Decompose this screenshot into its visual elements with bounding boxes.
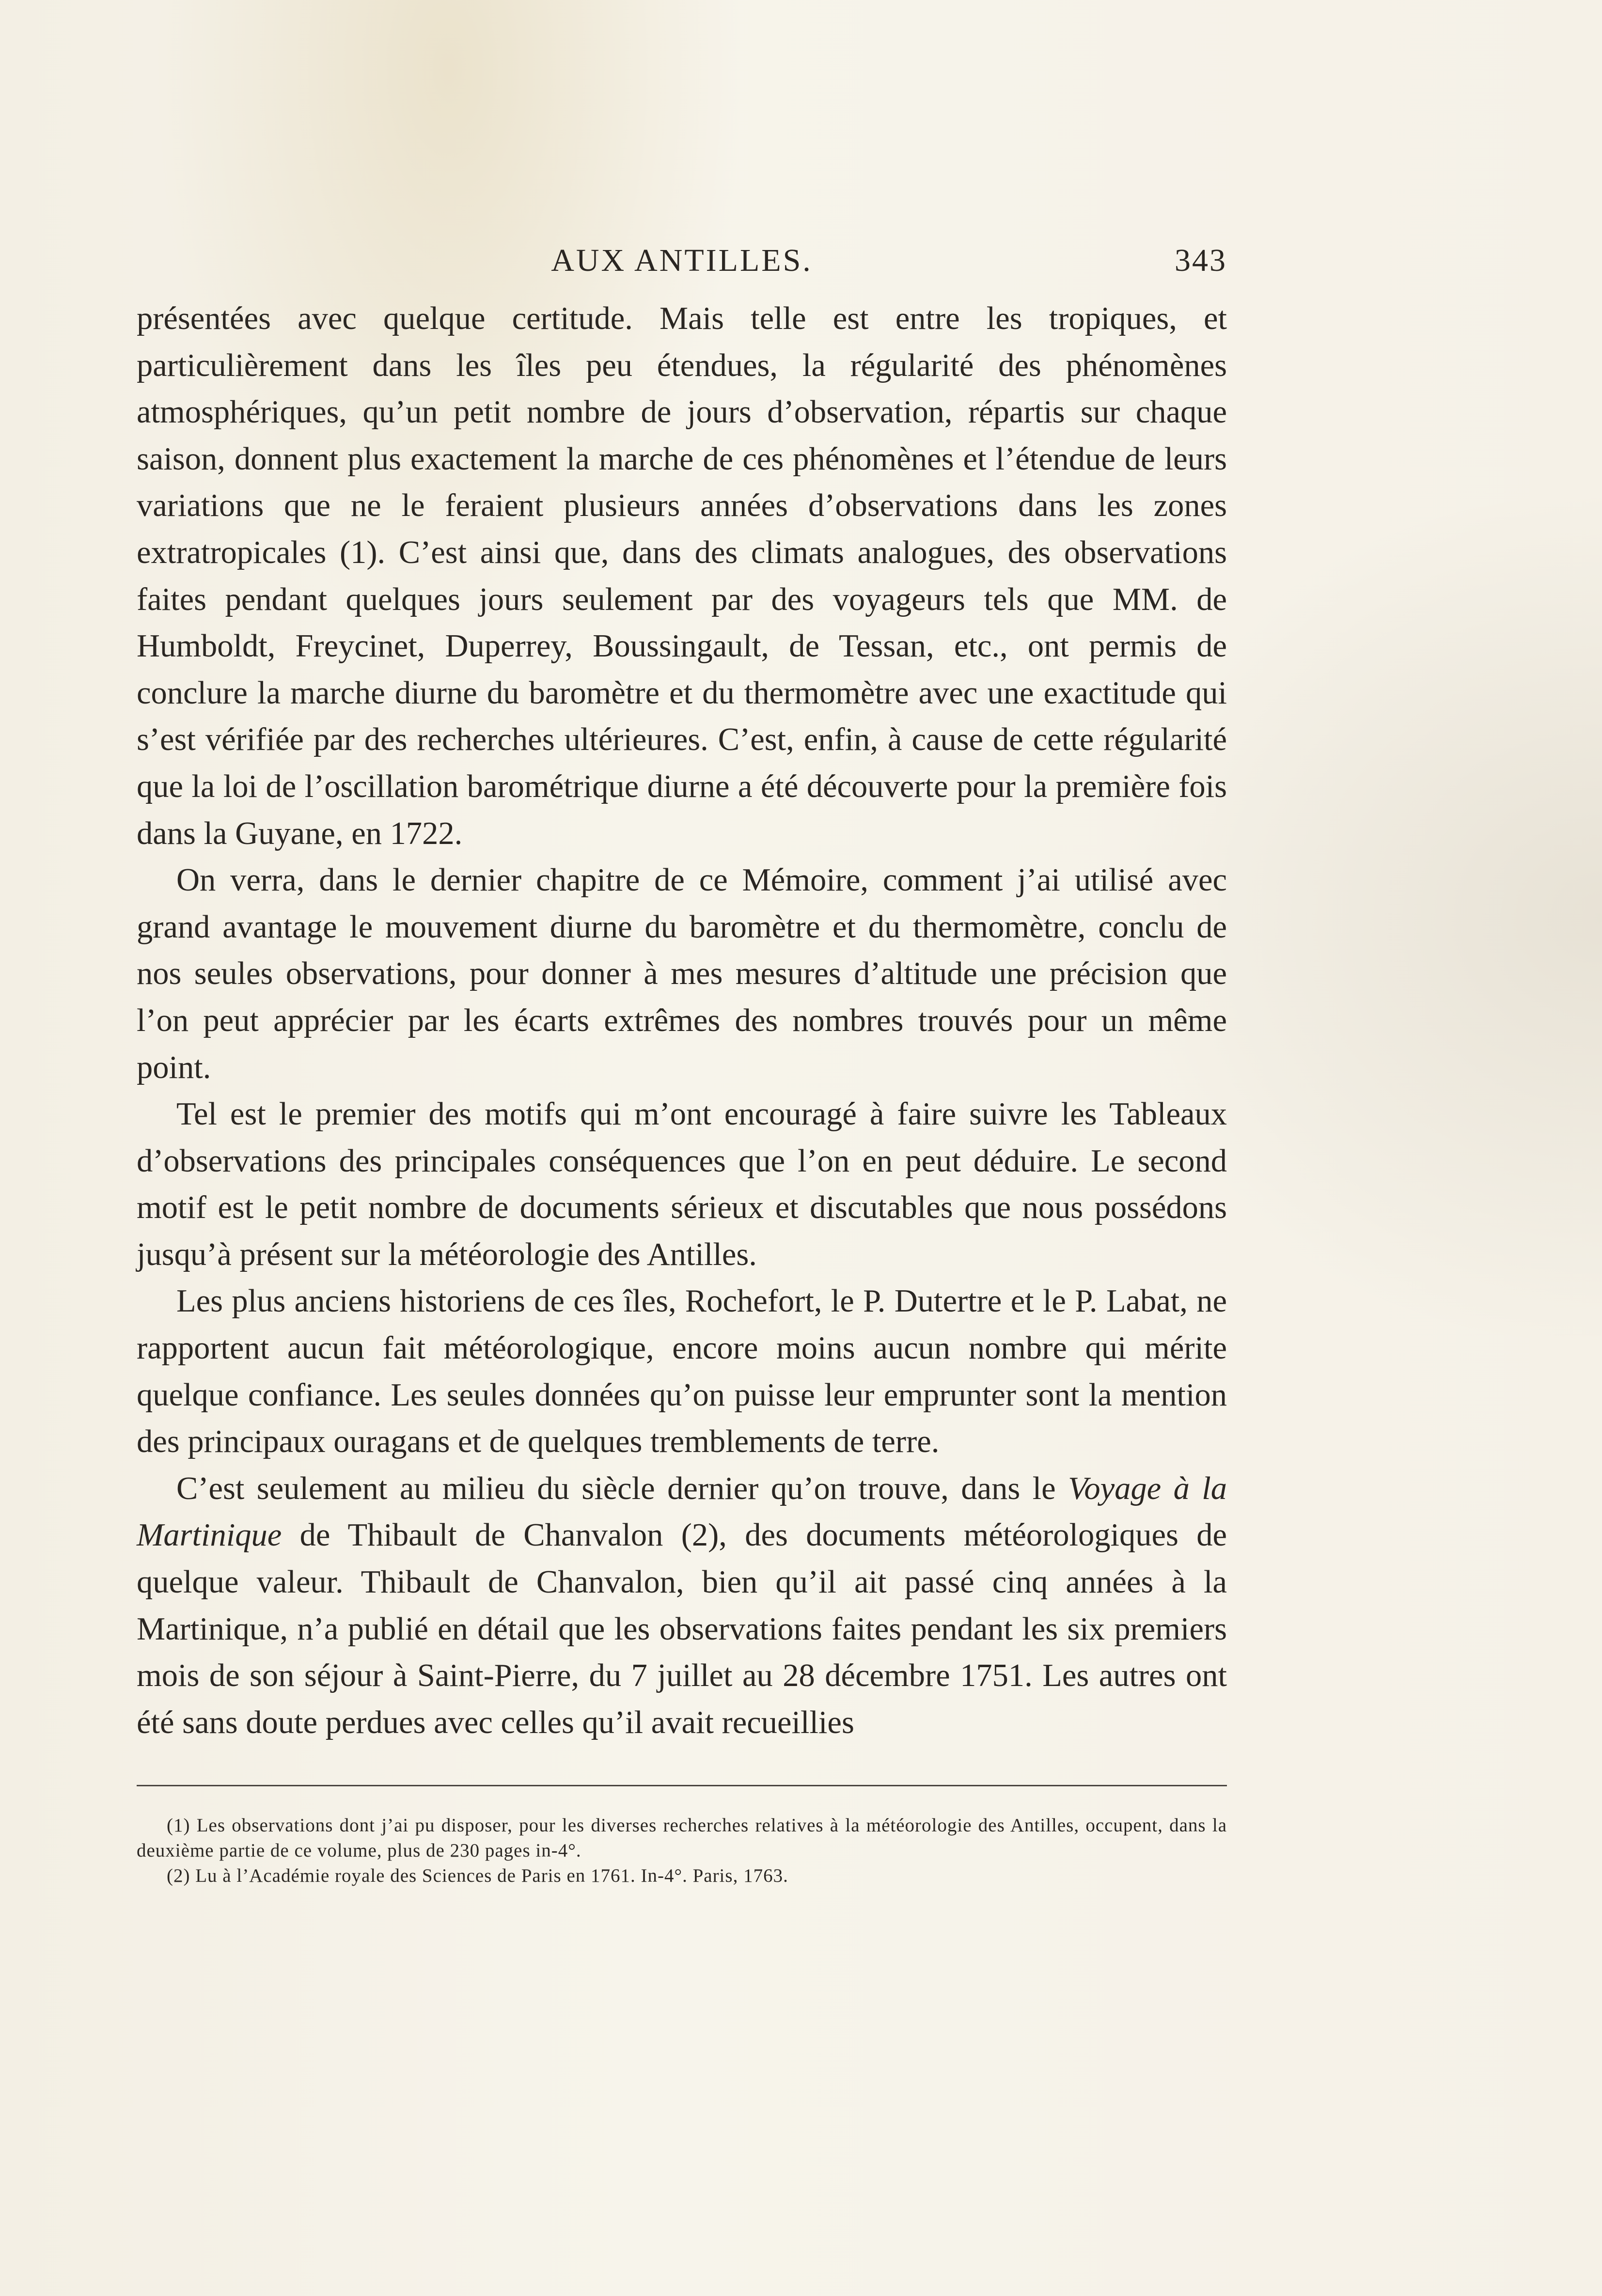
paragraph-text: de Thibault de Chanvalon (2), des documents météorologiques de quelque valeur. Thibault de Chanvalon, bien qu’il ait passé cinq années à la Martinique, n’a publié en détail que les observations faites pendant les six premiers mois de son séjour à Saint-Pierre, du 7 juillet au 28 décembre 1751. Les autres ont été sans doute perdues avec celles qu’il avait recueillies — [137, 1517, 1227, 1740]
footnote: (2) Lu à l’Académie royale des Sciences de Paris en 1761. In-4°. Paris, 1763. — [167, 1865, 788, 1886]
running-title: AUX ANTILLES. — [551, 243, 813, 278]
paragraph: On verra, dans le dernier chapitre de ce Mémoire, comment j’ai utilisé avec grand avantage le mouvement diurne du baromètre et du thermomètre, conclu de nos seules observations, pour donner à mes mesures d’altitude une précision que l’on peut apprécier par les écarts extrêmes des nombres trouvés pour un même point. — [137, 862, 1227, 1085]
paragraph: Tel est le premier des motifs qui m’ont encouragé à faire suivre les Tableaux d’observations des principales conséquences que l’on en peut déduire. Le second motif est le petit nombre de documents sérieux et discutables que nous possédons jusqu’à présent sur la météorologie des Antilles. — [137, 1096, 1227, 1272]
paragraph: Les plus anciens historiens de ces îles, Rochefort, le P. Dutertre et le P. Labat, ne rapportent aucun fait météorologique, encore moins aucun nombre qui mérite quelque confiance. Les seules données qu’on puisse leur emprunter sont la mention des principaux ouragans et de quelques tremblements de terre. — [137, 1283, 1227, 1460]
paragraph — [137, 1466, 1227, 1747]
main-text — [137, 296, 1227, 1746]
footnotes — [137, 1813, 1227, 1889]
footnote-divider — [137, 1785, 1227, 1786]
page-number: 343 — [1175, 243, 1227, 278]
paragraph-text: C’est seulement au milieu du siècle dernier qu’on trouve, dans le — [176, 1470, 1068, 1506]
paragraph: présentées avec quelque certitude. Mais telle est entre les tropiques, et particulièrement dans les îles peu étendues, la régularité des phénomènes atmosphériques, qu’un petit nombre de jours d’observation, répartis sur chaque saison, donnent plus exactement la marche de ces phénomènes et l’étendue de leurs variations que ne le feraient plusieurs années d’observations dans les zones extratropicales (1). C’est ainsi que, dans des climats analogues, des observations faites pendant quelques jours seulement par des voyageurs tels que MM. de Humboldt, Freycinet, Duperrey, Boussingault, de Tessan, etc., ont permis de conclure la marche diurne du baromètre et du thermomètre avec une exactitude qui s’est vérifiée par des recherches ultérieures. C’est, enfin, à cause de cette régularité que la loi de l’oscillation barométrique diurne a été découverte pour la première fois dans la Guyane, en 1722. — [137, 301, 1227, 851]
footnote: (1) Les observations dont j’ai pu disposer, pour les diverses recherches relatives à la météorologie des Antilles, occupent, dans la deuxième partie de ce volume, plus de 230 pages in-4°. — [137, 1815, 1227, 1861]
running-header — [137, 242, 1227, 281]
book-title-italic: Voyage à la Martinique — [137, 1470, 1227, 1553]
